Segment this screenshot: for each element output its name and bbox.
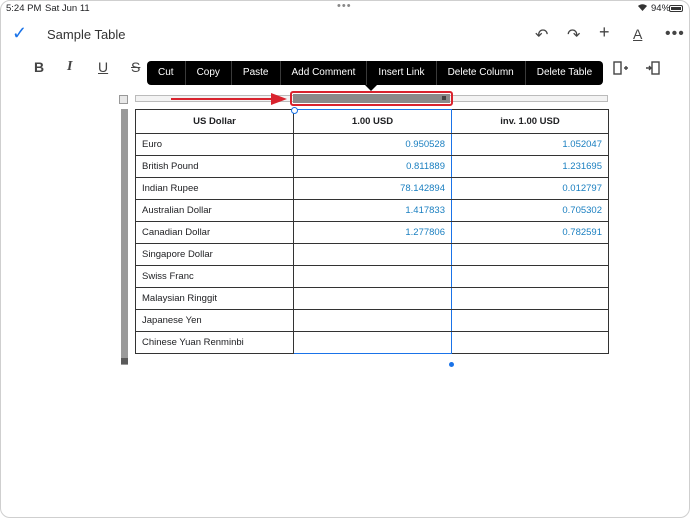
- table-cell[interactable]: 1.277806: [294, 222, 452, 244]
- table-cell[interactable]: 0.705302: [452, 200, 609, 222]
- table-cell[interactable]: 0.811889: [294, 156, 452, 178]
- table-cell[interactable]: Swiss Franc: [136, 266, 294, 288]
- table-cell[interactable]: 0.012797: [452, 178, 609, 200]
- table-cell[interactable]: [452, 332, 609, 354]
- table-row: [136, 200, 609, 222]
- table-cell[interactable]: Euro: [136, 134, 294, 156]
- italic-button[interactable]: I: [67, 59, 73, 74]
- selection-handle-top[interactable]: [291, 107, 298, 114]
- table-row: [136, 244, 609, 266]
- table-cell[interactable]: [294, 244, 452, 266]
- wifi-icon: [637, 3, 648, 12]
- highlight-annotation: [290, 91, 453, 106]
- table-row: [136, 222, 609, 244]
- strikethrough-button[interactable]: S: [131, 59, 141, 75]
- table-cell[interactable]: [452, 244, 609, 266]
- table-cell[interactable]: [452, 310, 609, 332]
- table-cell[interactable]: Singapore Dollar: [136, 244, 294, 266]
- menu-add-comment[interactable]: Add Comment: [280, 61, 367, 85]
- table-cell[interactable]: 0.782591: [452, 222, 609, 244]
- redo-icon[interactable]: ↷: [567, 27, 581, 44]
- table-row: [136, 178, 609, 200]
- more-options-icon[interactable]: •••: [665, 25, 685, 42]
- bold-button[interactable]: B: [34, 59, 45, 75]
- table-cell[interactable]: Malaysian Ringgit: [136, 288, 294, 310]
- battery-icon: [669, 5, 683, 12]
- document-title[interactable]: Sample Table: [47, 27, 126, 42]
- text-format-icon[interactable]: A: [633, 26, 643, 42]
- table-cell[interactable]: 78.142894: [294, 178, 452, 200]
- table-cell[interactable]: Japanese Yen: [136, 310, 294, 332]
- insert-plus-icon[interactable]: +: [599, 22, 610, 42]
- menu-delete-table[interactable]: Delete Table: [525, 61, 603, 85]
- table-cell[interactable]: Indian Rupee: [136, 178, 294, 200]
- header-cell[interactable]: inv. 1.00 USD: [452, 110, 609, 134]
- table-header-row: [136, 110, 609, 134]
- table-cell[interactable]: 1.231695: [452, 156, 609, 178]
- table-cell[interactable]: Chinese Yuan Renminbi: [136, 332, 294, 354]
- title-bar: [1, 19, 689, 51]
- menu-paste[interactable]: Paste: [231, 61, 280, 85]
- underline-button[interactable]: U: [98, 59, 109, 75]
- menu-cut[interactable]: Cut: [158, 67, 174, 78]
- table-cell[interactable]: British Pound: [136, 156, 294, 178]
- delete-column-icon[interactable]: [644, 60, 660, 76]
- header-cell[interactable]: US Dollar: [136, 110, 294, 134]
- table-select-all-handle[interactable]: [119, 95, 128, 104]
- table-row: [136, 288, 609, 310]
- multitask-dots-icon[interactable]: •••: [337, 0, 352, 12]
- table-row: [136, 332, 609, 354]
- table-row: [136, 156, 609, 178]
- table-cell[interactable]: [294, 310, 452, 332]
- table-cell[interactable]: 0.950528: [294, 134, 452, 156]
- table-cell[interactable]: [294, 266, 452, 288]
- table-cell[interactable]: [452, 288, 609, 310]
- table-cell[interactable]: Australian Dollar: [136, 200, 294, 222]
- menu-delete-column[interactable]: Delete Column: [436, 61, 525, 85]
- done-check-icon[interactable]: ✓: [12, 23, 28, 43]
- table-cell[interactable]: [294, 332, 452, 354]
- table-cell[interactable]: 1.417833: [294, 200, 452, 222]
- table-cell[interactable]: [452, 266, 609, 288]
- table-row: [136, 310, 609, 332]
- status-bar: [1, 1, 689, 17]
- data-table: [135, 109, 609, 354]
- selection-handle-bottom[interactable]: [449, 362, 454, 367]
- header-cell-selected[interactable]: 1.00 USD: [294, 110, 452, 134]
- context-menu: [147, 61, 603, 85]
- table-cell[interactable]: Canadian Dollar: [136, 222, 294, 244]
- menu-insert-link[interactable]: Insert Link: [366, 61, 435, 85]
- battery-percent: 94%: [651, 3, 671, 14]
- insert-column-icon[interactable]: [613, 60, 629, 76]
- status-time: 5:24 PM: [6, 3, 42, 14]
- menu-copy[interactable]: Copy: [185, 61, 231, 85]
- annotation-arrow-icon: [171, 92, 289, 106]
- undo-icon[interactable]: ↶: [535, 27, 549, 44]
- row-ruler-end-handle[interactable]: [121, 358, 128, 364]
- table-row: [136, 134, 609, 156]
- table-row: [136, 266, 609, 288]
- status-date: Sat Jun 11: [45, 3, 90, 14]
- table-cell[interactable]: [294, 288, 452, 310]
- table-cell[interactable]: 1.052047: [452, 134, 609, 156]
- row-ruler[interactable]: [121, 109, 128, 365]
